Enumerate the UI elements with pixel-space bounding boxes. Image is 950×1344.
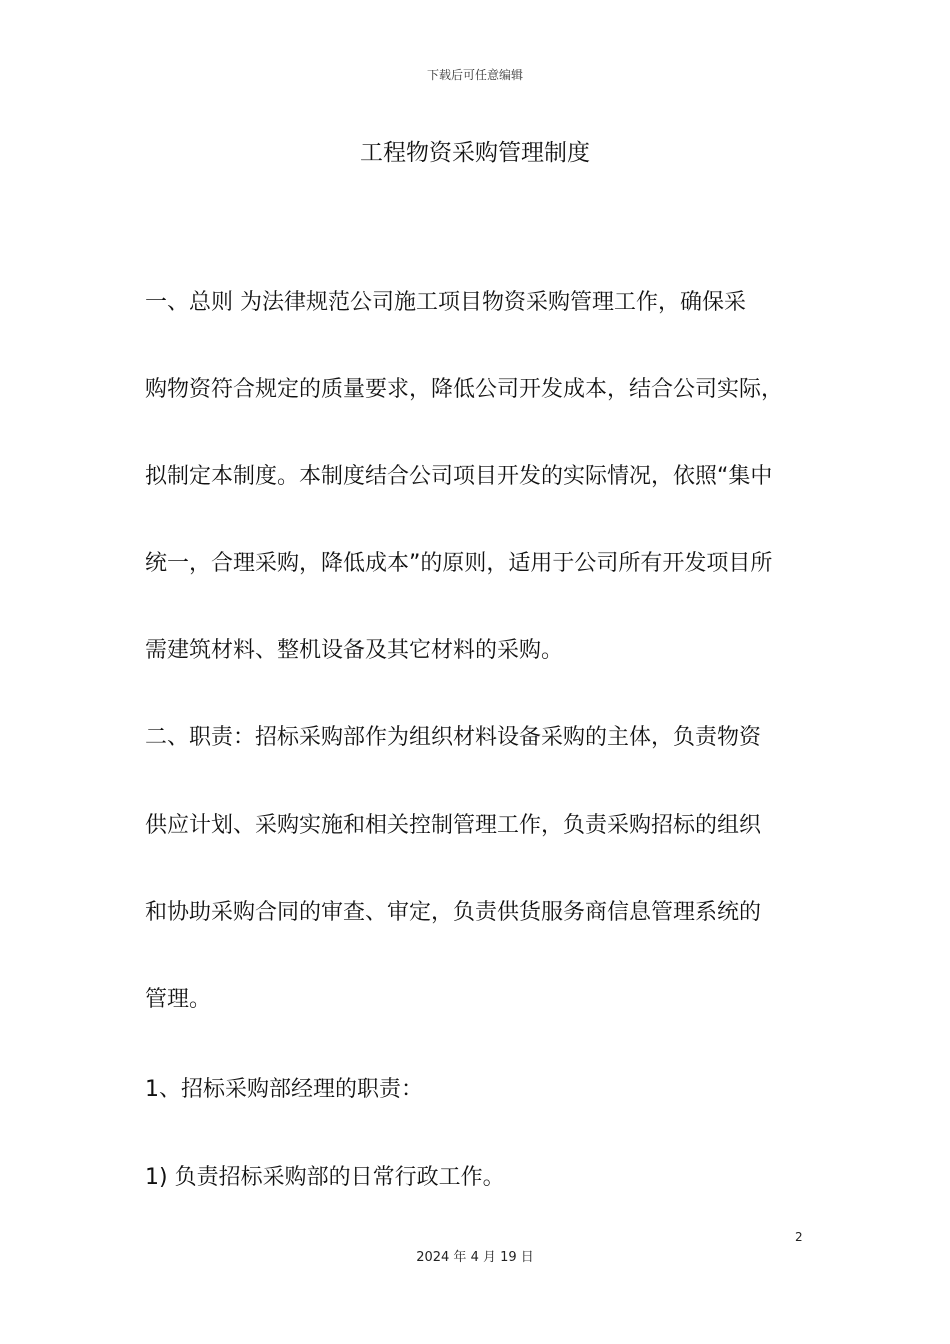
body-line-10: 1、招标采购部经理的职责： [145, 1077, 423, 1102]
document-title: 工程物资采购管理制度 [360, 140, 590, 166]
header-note: 下载后可任意编辑 [426, 68, 523, 82]
body-line-8: 和协助采购合同的审查、审定，负责供货服务商信息管理系统的 [145, 900, 762, 925]
body-line-7: 供应计划、采购实施和相关控制管理工作，负责采购招标的组织 [145, 813, 762, 838]
body-line-5: 需建筑材料、整机设备及其它材料的采购。 [145, 638, 564, 663]
body-line-9: 管理。 [145, 987, 212, 1012]
page-number: 2 [795, 1230, 803, 1244]
body-line-1: 一、总则 为法律规范公司施工项目物资采购管理工作，确保采 [145, 290, 746, 315]
body-line-2: 购物资符合规定的质量要求，降低公司开发成本，结合公司实际， [145, 377, 784, 402]
footer-date: 2024 年 4 月 19 日 [416, 1250, 534, 1265]
body-line-4: 统一，合理采购，降低成本”的原则，适用于公司所有开发项目所 [145, 551, 773, 576]
body-line-6: 二、职责：招标采购部作为组织材料设备采购的主体，负责物资 [145, 725, 762, 750]
body-line-11: 1) 负责招标采购部的日常行政工作。 [145, 1165, 505, 1190]
body-line-3: 拟制定本制度。本制度结合公司项目开发的实际情况，依照“集中 [145, 464, 773, 489]
